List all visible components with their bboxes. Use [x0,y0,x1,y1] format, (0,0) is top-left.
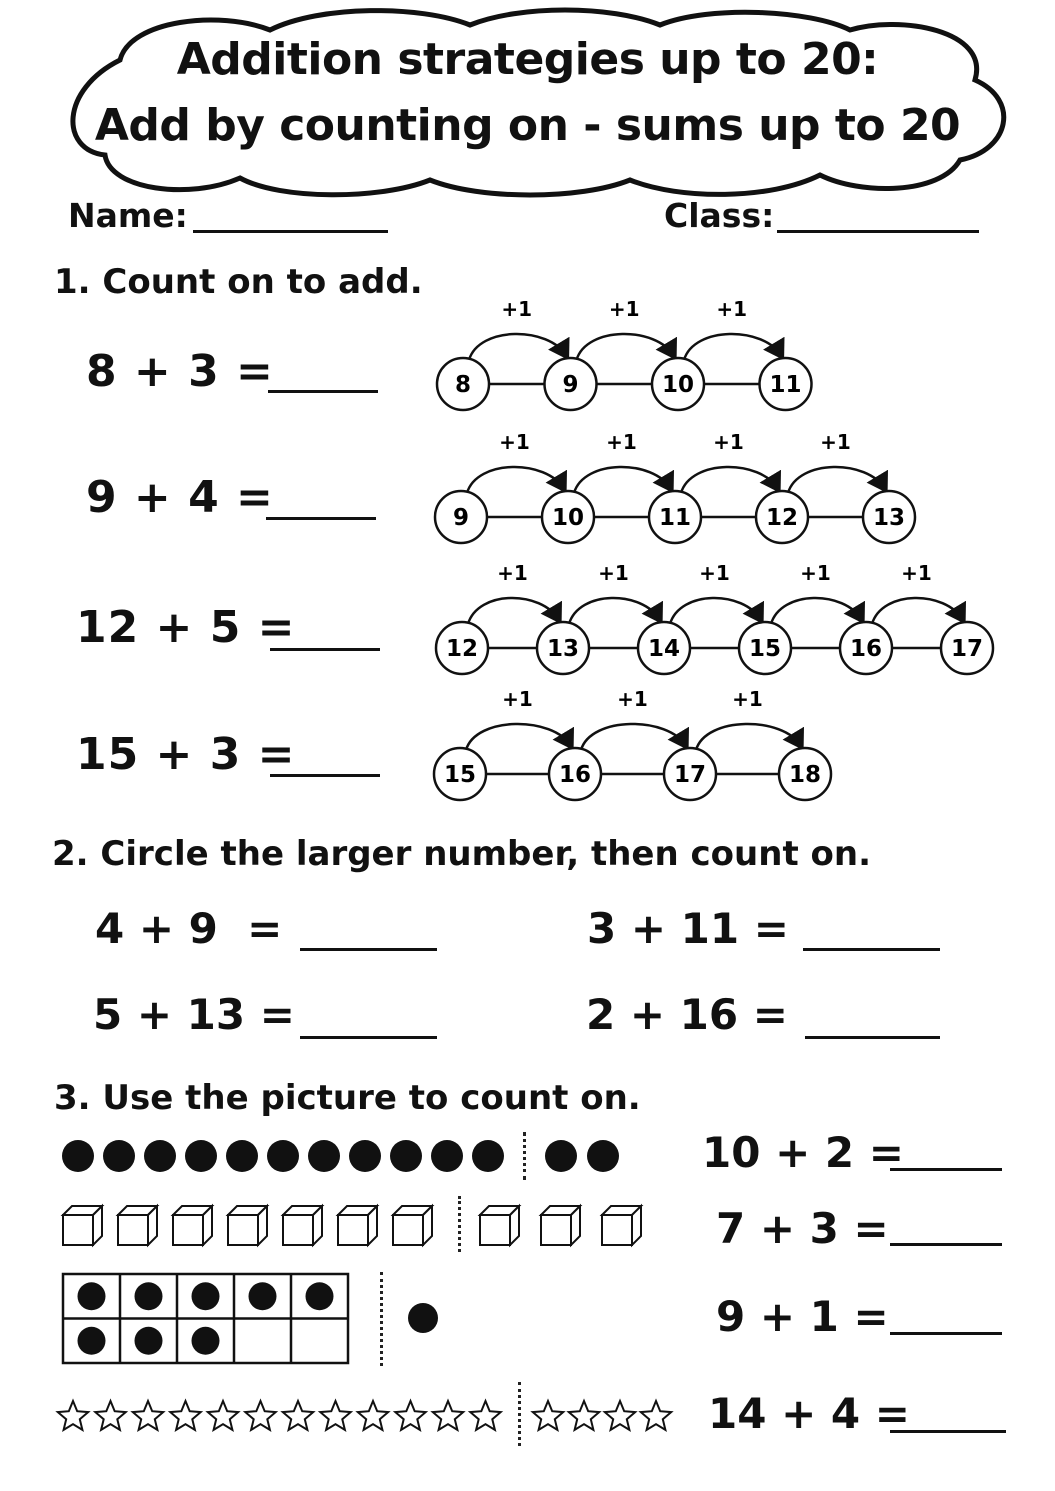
cube [173,1206,212,1245]
q2-problem-4: 2 + 16 = [586,990,788,1039]
chain-node-label: 12 [445,636,479,662]
class-label: Class: [664,196,775,235]
hop-label: +1 [699,561,730,585]
hop-label: +1 [499,430,530,454]
counter [192,1327,220,1355]
star [208,1401,238,1430]
star [470,1401,500,1430]
star [95,1401,125,1430]
chain-node-label: 16 [849,636,883,662]
cube [338,1206,377,1245]
dot [308,1140,340,1172]
dot [431,1140,463,1172]
chain-node-label: 15 [748,636,782,662]
star [320,1401,350,1430]
q3-answer-blank-3[interactable] [890,1332,1002,1335]
dots-picture [62,1140,619,1172]
dot [103,1140,135,1172]
q2-problem-3: 5 + 13 = [93,990,295,1039]
star [641,1401,671,1430]
q3-equation-1: 10 + 2 = [702,1128,904,1177]
counter [192,1282,220,1310]
name-label: Name: [68,196,188,235]
title-line-1: Addition strategies up to 20: [176,34,879,85]
star [358,1401,388,1430]
dot [62,1140,94,1172]
dot [545,1140,577,1172]
cube [228,1206,267,1245]
dot [472,1140,504,1172]
chain-node-label: 15 [443,762,477,788]
chain-node-label: 10 [661,372,695,398]
chain-node-label: 16 [558,762,592,788]
cube [602,1206,641,1245]
counter [135,1327,163,1355]
chain-node-label: 10 [551,505,585,531]
cubes-separator [458,1196,461,1252]
ten-frame-separator [380,1272,383,1366]
hop-label: +1 [606,430,637,454]
hop-label: +1 [901,561,932,585]
q1-equation-3: 12 + 5 = [76,602,296,653]
q1-heading: 1. Count on to add. [54,262,423,302]
q1-equation-1: 8 + 3 = [86,346,274,397]
chain-node-label: 13 [546,636,580,662]
star [569,1401,599,1430]
hop-label: +1 [502,687,533,711]
counter [249,1282,277,1310]
cube [480,1206,519,1245]
hop-label: +1 [501,297,533,321]
chain-node-label: 11 [658,505,692,531]
q2-problem-1: 4 + 9 = [95,904,283,953]
dot [349,1140,381,1172]
star [283,1401,313,1430]
counter [78,1327,106,1355]
dot [226,1140,258,1172]
cube [393,1206,432,1245]
star [133,1401,163,1430]
stars-separator [518,1382,521,1446]
q3-answer-blank-1[interactable] [890,1168,1002,1171]
cube [118,1206,157,1245]
cube [283,1206,322,1245]
chain-node-label: 17 [673,762,707,788]
q3-answer-blank-2[interactable] [890,1243,1002,1246]
chain-node-label: 9 [452,505,470,531]
cube [541,1206,580,1245]
dot [587,1140,619,1172]
q1-equation-4: 15 + 3 = [76,729,296,780]
hop-label: +1 [800,561,831,585]
hop-label: +1 [732,687,763,711]
dots-separator [523,1132,526,1180]
q3-equation-4: 14 + 4 = [708,1389,910,1438]
hop-label: +1 [713,430,744,454]
q3-answer-blank-4[interactable] [890,1430,1006,1433]
q3-equation-2: 7 + 3 = [716,1204,889,1253]
star [395,1401,425,1430]
counter [408,1303,438,1333]
dot [390,1140,422,1172]
chain-node-label: 8 [454,372,472,398]
star [170,1401,200,1430]
chain-node-label: 12 [765,505,799,531]
hop-label: +1 [716,297,748,321]
counter [135,1282,163,1310]
dot [185,1140,217,1172]
chain-node-label: 17 [950,636,984,662]
q3-heading: 3. Use the picture to count on. [54,1078,641,1118]
q1-equation-2: 9 + 4 = [86,472,274,523]
star [58,1401,88,1430]
q2-problem-2: 3 + 11 = [587,904,789,953]
star [533,1401,563,1430]
stars-picture [58,1401,671,1430]
hop-label: +1 [497,561,528,585]
star [605,1401,635,1430]
hop-label: +1 [820,430,851,454]
hop-label: +1 [608,297,640,321]
dot [267,1140,299,1172]
hop-label: +1 [617,687,648,711]
chain-node-label: 9 [562,372,579,398]
cubes-picture [63,1206,641,1245]
counter [78,1282,106,1310]
star [433,1401,463,1430]
chain-node-label: 11 [769,372,802,398]
title-line-2: Add by counting on - sums up to 20 [94,100,961,151]
star [245,1401,275,1430]
q2-heading: 2. Circle the larger number, then count on. [52,834,872,874]
hop-label: +1 [598,561,629,585]
chain-node-label: 18 [788,762,822,788]
q3-equation-3: 9 + 1 = [716,1292,889,1341]
counter [306,1282,334,1310]
chain-node-label: 13 [872,505,906,531]
dot [144,1140,176,1172]
chain-node-label: 14 [647,636,681,662]
cube [63,1206,102,1245]
